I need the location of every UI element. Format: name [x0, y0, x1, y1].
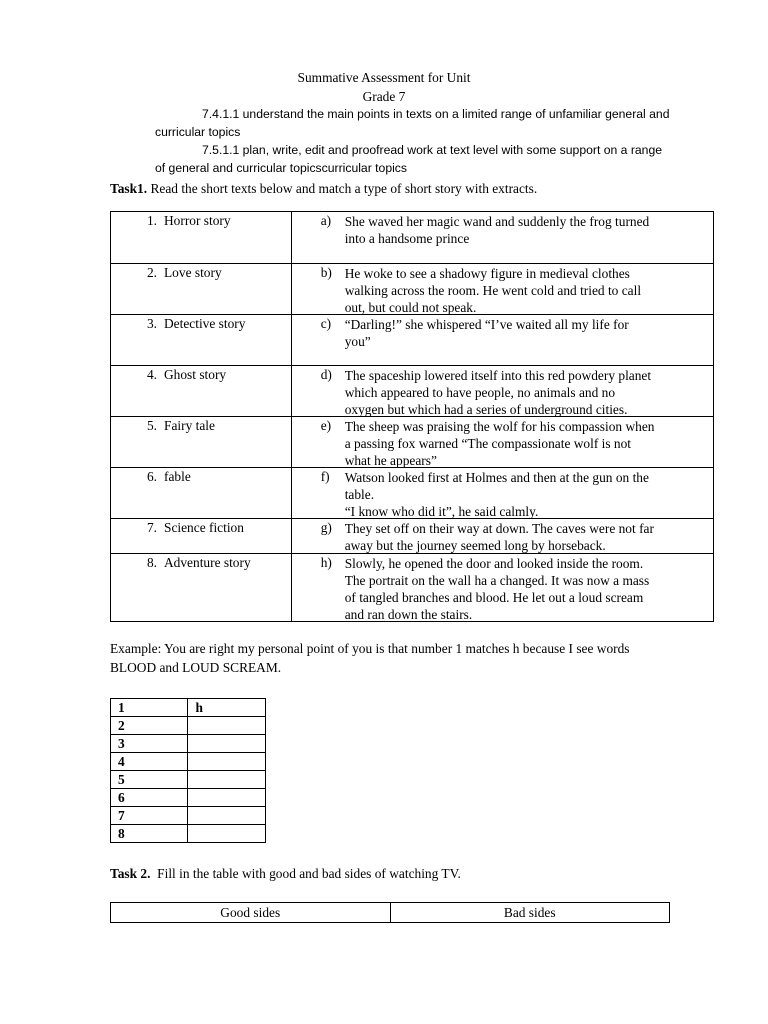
extract-line: “Darling!” she whispered “I’ve waited all my life for [344, 317, 629, 332]
extract-line: walking across the room. He went cold and tried to call [344, 283, 642, 298]
extract-letter: b) [320, 265, 332, 280]
answer-number: 6 [111, 789, 188, 807]
story-type-cell [111, 519, 292, 554]
extract-line: and ran down the stairs. [344, 607, 473, 622]
extract-line: you” [344, 334, 371, 349]
sides-table [110, 902, 670, 923]
match-row [111, 212, 714, 264]
story-number: 4. [146, 367, 157, 382]
answer-grid [110, 698, 266, 843]
extract-line: The spaceship lowered itself into this red powdery planet [344, 368, 652, 383]
answer-row [111, 735, 266, 753]
answer-cell[interactable] [188, 825, 266, 843]
match-row [111, 417, 714, 468]
objective-2-line1: 7.5.1.1 plan, write, edit and proofread work at text level with some support on a range [202, 143, 663, 157]
story-number: 6. [146, 469, 157, 484]
extract-line: into a handsome prince [344, 231, 470, 246]
match-row [111, 264, 714, 315]
answer-number: 2 [111, 717, 188, 735]
extract-line: of tangled branches and blood. He let out a loud scream [344, 590, 644, 605]
answer-row [111, 699, 266, 717]
answer-cell[interactable] [188, 771, 266, 789]
match-row [111, 468, 714, 519]
answer-row [111, 753, 266, 771]
extract-text [345, 555, 713, 623]
extract-line: They set off on their way at down. The caves were not far [344, 521, 654, 536]
answer-number: 7 [111, 807, 188, 825]
story-number: 8. [146, 555, 157, 570]
answer-row [111, 771, 266, 789]
objective-1-line1: 7.4.1.1 understand the main points in texts on a limited range of unfamiliar general and [202, 107, 670, 121]
extract-cell [291, 468, 713, 519]
bad-sides-header: Bad sides [390, 903, 670, 923]
extract-line: away but the journey seemed long by horseback. [344, 538, 606, 553]
extract-letter: a) [320, 213, 332, 228]
task1-instruction [110, 179, 537, 198]
task2-instruction [110, 864, 461, 883]
extract-line: a passing fox warned “The compassionate wolf is not [344, 436, 632, 451]
answer-number: 3 [111, 735, 188, 753]
extract-text [345, 265, 713, 316]
story-type-cell [111, 212, 292, 264]
extract-line: Watson looked first at Holmes and then at the gun on the [344, 470, 649, 485]
extract-line: oxygen but which had a series of underground cities. [344, 402, 628, 417]
match-row [111, 554, 714, 622]
extract-line: The sheep was praising the wolf for his compassion when [344, 419, 655, 434]
answer-cell[interactable] [188, 789, 266, 807]
extract-cell [291, 212, 713, 264]
answer-number: 8 [111, 825, 188, 843]
answer-cell[interactable] [188, 717, 266, 735]
example-line2: BLOOD and LOUD SCREAM. [110, 660, 282, 675]
grade-heading: Grade 7 [362, 89, 406, 104]
match-row [111, 366, 714, 417]
extract-line: “I know who did it”, he said calmly. [344, 504, 539, 519]
sides-header-row [111, 903, 670, 923]
answer-row [111, 825, 266, 843]
story-type-cell [111, 366, 292, 417]
extract-letter: c) [320, 316, 332, 331]
story-type: Love story [164, 265, 222, 280]
extract-line: She waved her magic wand and suddenly the frog turned [344, 214, 650, 229]
extract-cell [291, 519, 713, 554]
extract-cell [291, 417, 713, 468]
objective-2-line2: of general and curricular topicscurricular topics [155, 161, 407, 175]
story-type-cell [111, 554, 292, 622]
story-number: 3. [146, 316, 157, 331]
task1-text: Read the short texts below and match a type of short story with extracts. [150, 181, 538, 196]
story-type-cell [111, 315, 292, 366]
task2-text: Fill in the table with good and bad sides of watching TV. [157, 866, 461, 881]
answer-cell[interactable] [188, 807, 266, 825]
extract-line: He woke to see a shadowy figure in medieval clothes [344, 266, 630, 281]
extract-letter: h) [320, 555, 332, 570]
task2-label: Task 2. [110, 866, 151, 881]
story-type: fable [164, 469, 191, 484]
extract-cell [291, 366, 713, 417]
story-type-cell [111, 417, 292, 468]
extract-text [345, 316, 713, 350]
story-type: Ghost story [164, 367, 227, 382]
story-type: Science fiction [164, 520, 244, 535]
story-number: 2. [146, 265, 157, 280]
story-type: Horror story [164, 213, 231, 228]
extract-line: Slowly, he opened the door and looked inside the room. [344, 556, 644, 571]
extract-cell [291, 264, 713, 315]
example-line1: Example: You are right my personal point of you is that number 1 matches h because I see words [110, 641, 630, 656]
answer-row [111, 807, 266, 825]
answer-cell[interactable] [188, 753, 266, 771]
extract-line: The portrait on the wall ha a changed. It was now a mass [344, 573, 650, 588]
task1-label: Task1. [110, 181, 148, 196]
extract-text [345, 213, 713, 247]
answer-cell[interactable] [188, 735, 266, 753]
answer-row [111, 717, 266, 735]
extract-text [345, 469, 713, 520]
answer-cell[interactable]: h [188, 699, 266, 717]
match-row [111, 315, 714, 366]
extract-line: which appeared to have people, no animals and no [344, 385, 616, 400]
extract-cell [291, 315, 713, 366]
extract-text [345, 367, 713, 418]
story-number: 5. [146, 418, 157, 433]
match-row [111, 519, 714, 554]
extract-line: table. [344, 487, 375, 502]
extract-line: what he appears” [344, 453, 437, 468]
story-number: 7. [146, 520, 157, 535]
extract-text [345, 520, 713, 554]
story-type: Adventure story [164, 555, 251, 570]
story-type-cell [111, 264, 292, 315]
matching-table [110, 211, 714, 622]
story-type-cell [111, 468, 292, 519]
extract-line: out, but could not speak. [344, 300, 477, 315]
extract-letter: e) [320, 418, 332, 433]
answer-number: 5 [111, 771, 188, 789]
extract-text [345, 418, 713, 469]
answer-number: 4 [111, 753, 188, 771]
objective-1-line2: curricular topics [155, 125, 241, 139]
good-sides-header: Good sides [111, 903, 391, 923]
extract-letter: f) [320, 469, 330, 484]
document-title: Summative Assessment for Unit [297, 70, 471, 85]
story-type: Detective story [164, 316, 246, 331]
story-number: 1. [146, 213, 157, 228]
extract-letter: g) [320, 520, 332, 535]
extract-letter: d) [320, 367, 332, 382]
answer-number: 1 [111, 699, 188, 717]
extract-cell [291, 554, 713, 622]
answer-row [111, 789, 266, 807]
story-type: Fairy tale [164, 418, 215, 433]
